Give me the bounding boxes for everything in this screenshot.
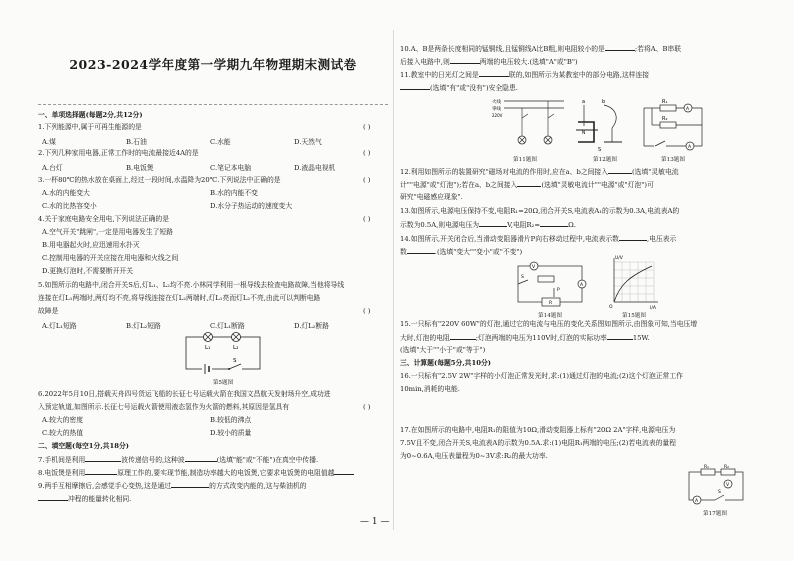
q10-line-2 (400, 57, 578, 67)
q1-option-c[interactable]: C.水能 (210, 138, 231, 146)
q15-blank-2[interactable] (607, 333, 633, 340)
q5-option-a[interactable]: A.灯L₁短路 (42, 322, 77, 330)
q3-answer-paren[interactable]: ( ) (363, 176, 371, 184)
rheostat-label: R (549, 301, 553, 306)
q15-line-2 (400, 333, 649, 343)
q5-answer-paren[interactable]: ( ) (363, 307, 371, 315)
q6-answer-paren[interactable]: ( ) (363, 403, 371, 411)
switch-2 (548, 114, 554, 118)
wire-b (604, 105, 616, 128)
q11-line2: (选填"有"或"没有")安全隐患. (430, 84, 518, 92)
q11-line-2 (400, 83, 518, 93)
switch-1 (522, 114, 528, 118)
q4-option-b[interactable]: B.用电器起火时,应迅速用水扑灭 (42, 241, 140, 249)
label-n: N (582, 131, 586, 136)
q11-post: 联的,如图所示为某教室中的部分电路,这样连接 (508, 71, 650, 79)
q12-line-3: 研究"电磁感应现象". (400, 193, 463, 201)
q10-line2-pre: 后接入电路中,则 (400, 58, 450, 66)
q13-line-2 (400, 220, 576, 230)
q3-option-d[interactable]: D.水分子热运动的速度变大 (210, 202, 293, 210)
q5-option-d[interactable]: D.灯L₂断路 (294, 322, 329, 330)
q13-blank-1[interactable] (479, 220, 507, 227)
q8-pre: 8.电饭煲是利用 (38, 469, 86, 477)
q6-line-1: 6.2022年5月10日,搭载天舟四号货运飞船的长征七号运载火箭在我国文昌航天发射场升空,成功进 (38, 390, 331, 398)
iu-curve (614, 266, 652, 302)
q12-pre: 12.利用如图所示的装置研究"磁场对电流的作用时,应在a、b之间接入 (400, 168, 609, 176)
q6-option-b[interactable]: B.较低的沸点 (210, 416, 252, 424)
label-l1: L₁ (205, 345, 211, 351)
q11-blank-2[interactable] (400, 83, 430, 90)
q14-blank-1[interactable] (619, 234, 647, 241)
section-2-heading: 二、填空题(每空1分,共18分) (38, 442, 129, 450)
q15-pre: 大时,灯泡的电阻 (400, 334, 450, 342)
q13-parallel-circuit-figure (638, 94, 708, 154)
q10-blank-2[interactable] (450, 57, 480, 64)
label-s: S (233, 358, 237, 364)
q8-post: 原理工作的,要实现节能,制造功率越大的电饭煲,它要求电饭煲的电阻值越 (117, 469, 335, 477)
q13-figure-caption: 第13题图 (661, 157, 685, 163)
q5-figure-caption: 第5题图 (212, 380, 234, 386)
label-l2: L₂ (233, 345, 239, 351)
q12-line2-pre: 计""电源"或"灯泡");若在a、b之间接入 (400, 181, 518, 189)
q10-line2-post: 两端的电压较大.(选填"A"或"B") (479, 58, 578, 66)
q3-stem: 3.一杯80℃的热水放在桌面上,经过一段时间,水温降为20℃.下列说法中正确的是 (38, 176, 281, 184)
label-r1: R₁ (662, 99, 668, 105)
q13-line2-mid: V,电阻R₂= (507, 221, 541, 229)
section-3-heading: 三、计算题(每题5分,共10分) (400, 359, 491, 367)
q15-iu-graph-figure (606, 254, 662, 310)
q12-blank-1[interactable] (608, 167, 632, 174)
q1-answer-paren[interactable]: ( ) (363, 123, 371, 131)
lamp-l1 (204, 333, 213, 342)
ammeter-label: A (580, 283, 584, 288)
q7-text (38, 455, 318, 465)
x-axis-label: I/A (650, 306, 656, 310)
lamp-l2 (232, 333, 241, 342)
q17-circuit-figure (685, 464, 747, 508)
q10-post: ;若将A、B串联 (634, 45, 682, 53)
q10-blank-1[interactable] (605, 44, 635, 51)
q12-line-2 (400, 180, 654, 190)
q3-option-a[interactable]: A.水的内能变大 (42, 189, 90, 197)
q15-end: 15W. (632, 334, 650, 342)
label-b: b (602, 99, 606, 105)
lamp-box (538, 276, 554, 282)
q14-line2-post: .(选填"变大""变小"或"不变") (434, 248, 523, 256)
q3-option-b[interactable]: B.水的内能不变 (210, 189, 258, 197)
q9-mid: 的方式改变内能的,这与柴油机的 (209, 482, 307, 490)
q17-line-1: 17.在如图所示的电路中,电阻R₁的阻值为10Ω,滑动变阻器上标有"20Ω 2A"字样,电源电压为 (400, 426, 676, 434)
q2-answer-paren[interactable]: ( ) (363, 149, 371, 157)
origin-label: O (609, 305, 613, 310)
q13-line-1: 13.如图所示,电源电压保持不变,电阻R₁=20Ω,闭合开关S,电流表A₁的示数为0.3A,电流表A的 (400, 207, 680, 215)
q11-figure-caption: 第11题图 (513, 157, 537, 163)
q17-figure-caption: 第17题图 (703, 511, 727, 517)
q11-house-wiring-figure (492, 96, 566, 152)
q1-option-d[interactable]: D.天然气 (294, 138, 322, 146)
switch-label: S (718, 490, 721, 495)
q9-post: 冲程的能量转化相同. (68, 495, 132, 503)
q17-line-3: 为0~0.6A,电压表量程为0~3V求:R₂的最大功率. (400, 452, 548, 460)
ammeter-a1-label: A (686, 107, 690, 112)
q16-line-2: 10min,消耗的电能. (400, 385, 460, 393)
q6-option-a[interactable]: A.较大的密度 (42, 416, 84, 424)
q12-figure-caption: 第12题图 (593, 157, 617, 163)
q14-post: ,电压表示 (646, 235, 677, 243)
q14-rheostat-circuit-figure (512, 258, 588, 310)
label-r1: R₁ (704, 465, 709, 470)
switch-label: S (521, 275, 524, 280)
q5-options (42, 320, 378, 330)
q8-text (38, 468, 354, 478)
q14-line-2 (400, 247, 522, 257)
q9-blank-2[interactable] (38, 494, 68, 501)
zero-wire-label: 零线 (492, 107, 501, 112)
q15-mid: ;灯泡两端的电压为110V时,灯泡的实际功率 (475, 334, 607, 342)
label-r2: R₂ (662, 116, 668, 122)
label-s-pole: S (598, 147, 602, 153)
q9-pre: 9.两手互相摩擦后,会感觉手心变热,这是通过 (38, 482, 172, 490)
q2-option-b[interactable]: B.电饭煲 (126, 164, 154, 172)
q9-line-2 (38, 494, 131, 504)
q14-line-1 (400, 234, 676, 244)
q2-stem: 2.下列几种家用电器,正常工作时的电流最接近4A的是 (38, 149, 199, 157)
q12-magnet-apparatus-figure (572, 96, 638, 154)
page-number: — 1 — (360, 517, 390, 527)
q5-line-1: 5.如图所示的电路中,闭合开关S后,灯L₁、L₂均不亮.小林同学利用一根导线去检查电路故障,当他将导线 (38, 281, 345, 289)
y-axis-label: U/V (615, 256, 623, 261)
resistor-r2 (660, 122, 676, 128)
q5-option-b[interactable]: B.灯L₂短路 (126, 322, 161, 330)
q1-option-b[interactable]: B.石油 (126, 138, 147, 146)
fold-line (393, 30, 394, 530)
q14-line2-pre: 数 (400, 248, 407, 256)
q6-line-2: 入预定轨道,如图所示.长征七号运载火箭使用液态氢作为火箭的燃料,其原因是氢具有 (38, 403, 290, 411)
q2-option-a[interactable]: A.台灯 (42, 164, 63, 172)
q15-blank-1[interactable] (450, 333, 476, 340)
q9-line-1 (38, 481, 306, 491)
q7-pre: 7.手机间是利用 (38, 456, 86, 464)
q15-line-1: 15.一只标有"220V 60W"的灯泡,通过它的电流与电压的变化关系图如图所示,由图象可知,当电压增 (400, 320, 698, 328)
q14-blank-2[interactable] (407, 247, 435, 254)
right-column (400, 0, 762, 561)
q3-option-c[interactable]: C.水的比热容变小 (42, 202, 97, 210)
q1-stem: 1.下列能源中,属于可再生能源的是 (38, 123, 142, 131)
q4-stem: 4.关于家庭电路安全用电,下列说法正确的是 (38, 215, 169, 223)
q11-line-1 (400, 70, 649, 80)
switch-s (228, 364, 242, 373)
q9-blank-1[interactable] (171, 481, 209, 488)
q4-option-c[interactable]: C.控制用电器的开关应接在用电器和火线之间 (42, 254, 179, 262)
label-a: a (582, 99, 586, 105)
q17-line-2: 7.5V且不变,闭合开关S,电流表A的示数为0.5A.求:(1)电阻R₁两端的电压;(2)若电流表的量程 (400, 439, 677, 447)
q11-blank-1[interactable] (479, 70, 509, 77)
q7-post: (选填"能"或"不能")在真空中传播. (216, 456, 319, 464)
q8-blank-2[interactable] (334, 468, 354, 475)
q4-option-d[interactable]: D.更换灯泡时,不需要断开开关 (42, 267, 134, 275)
q2-option-c[interactable]: C.笔记本电脑 (210, 164, 252, 172)
q13-line2-pre: 示数为0.5A,则电源电压为 (400, 221, 480, 229)
battery-symbol (202, 364, 212, 374)
q14-figure-caption: 第14题图 (538, 313, 562, 319)
q5-circuit-wires (186, 337, 260, 369)
q12-post: (选填"灵敏电流 (632, 168, 679, 176)
q12-blank-2[interactable] (517, 180, 541, 187)
voltage-label: 220V (492, 113, 503, 118)
ammeter-label: A (695, 499, 699, 504)
lamp-1 (518, 136, 526, 144)
q6-option-c[interactable]: C.较大的热值 (42, 429, 84, 437)
fire-wire-label: 火线 (492, 100, 501, 105)
q7-mid: 波传递信号的,这种波 (121, 456, 185, 464)
q5-circuit-figure (178, 331, 268, 375)
lamp-2 (544, 136, 552, 144)
q5-option-c[interactable]: C.灯L₁断路 (210, 322, 245, 330)
switch-gap (526, 280, 530, 288)
voltmeter-label: V (532, 265, 536, 270)
q4-answer-paren[interactable]: ( ) (363, 215, 371, 223)
q15-figure-caption: 第15题图 (622, 313, 646, 319)
q7-blank-2[interactable] (185, 455, 217, 462)
q1-option-a[interactable]: A.煤 (42, 138, 56, 146)
slider-label: P (557, 288, 560, 293)
q12-line2-post: (选填"灵敏电流计""电源"或"灯泡")可 (541, 181, 654, 189)
q14-pre: 14.如图所示,开关闭合后,当滑动变阻器滑片P向右移动过程中,电流表示数 (400, 235, 619, 243)
page-title: 2023-2024学年度第一学期九年物理期末测试卷 (69, 57, 357, 72)
resistor-r1 (660, 105, 676, 111)
section-1-heading: 一、单项选择题(每题2分,共12分) (38, 111, 143, 119)
voltmeter-label: V (726, 483, 730, 488)
q5-line-2: 连接在灯L₁两端时,两灯均不亮,将导线连接在灯L₂两端时,灯L₁亮而灯L₂不亮,由此可以判断电路 (38, 294, 321, 302)
q10-line-1 (400, 44, 681, 54)
q13-blank-2[interactable] (540, 220, 568, 227)
q4-option-a[interactable]: A.空气开关"跳闸",一定是用电器发生了短路 (42, 228, 174, 236)
q2-option-d[interactable]: D.液晶电视机 (294, 164, 336, 172)
q13-line2-post: Ω. (568, 221, 576, 229)
q1-options (42, 136, 378, 146)
u-magnet (578, 122, 594, 142)
ammeter-a-label: A (688, 145, 692, 150)
q6-option-d[interactable]: D.较小的质量 (210, 429, 252, 437)
q7-blank-1[interactable] (85, 455, 121, 462)
q12-line-1 (400, 167, 679, 177)
header-rule (38, 104, 388, 105)
q2-options (42, 162, 378, 172)
q11-pre: 11.教室中的日光灯之间是 (400, 71, 479, 79)
q8-blank-1[interactable] (85, 468, 117, 475)
q16-line-1: 16.一只标有"2.5V 2W"字样的小灯泡正常发光时,求:(1)通过灯泡的电流;(2)这个灯泡正常工作 (400, 372, 683, 380)
left-column (38, 0, 388, 561)
q15-line-3: (选填"大于""小于"或"等于") (400, 346, 486, 354)
q5-line-3: 故障是 (38, 307, 59, 315)
label-r2: R₂ (724, 465, 729, 470)
q10-pre: 10.A、B是两条长度相同的锰铜线,且锰铜线A比B粗,则电阻较小的是 (400, 45, 605, 53)
